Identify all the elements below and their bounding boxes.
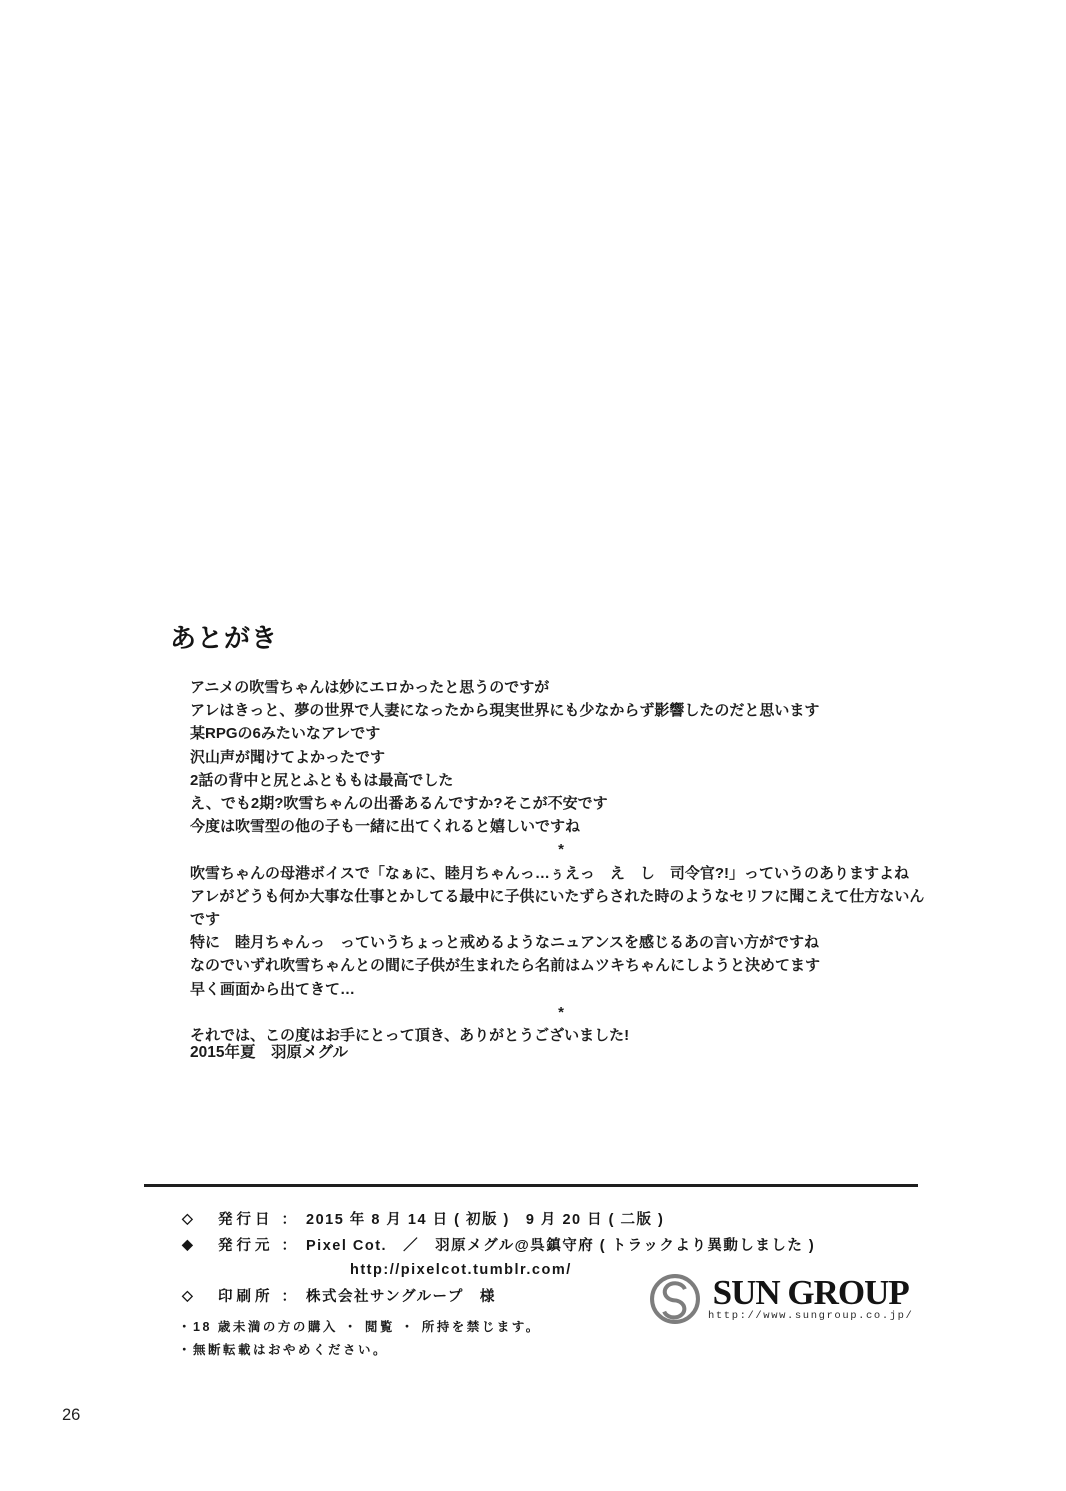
afterword-line: アレはきっと、夢の世界で人妻になったから現実世界にも少なからず影響したのだと思います — [190, 702, 820, 720]
colophon-value: 株式会社サングループ 様 — [306, 1288, 496, 1305]
afterword-line: アニメの吹雪ちゃんは妙にエロかったと思うのですが — [190, 679, 550, 696]
afterword-body — [190, 676, 932, 1047]
colophon-separator: ： — [281, 1288, 296, 1305]
afterword-line: 早く画面から出てきて… — [190, 980, 356, 998]
diamond-bullet-icon: ◆ — [182, 1235, 193, 1252]
afterword-heading: あとがき — [170, 623, 279, 653]
notice-block — [178, 1316, 541, 1362]
diamond-bullet-icon: ◇ — [182, 1286, 193, 1303]
sun-group-mark-icon — [648, 1272, 702, 1326]
afterword-line: 沢山声が聞けてよかったです — [190, 748, 386, 766]
sun-group-logo — [648, 1272, 913, 1326]
notice-line: ・18 歳未満の方の購入 ・ 閲覧 ・ 所持を禁じます。 — [178, 1320, 541, 1334]
afterword-line: 吹雪ちゃんの母港ボイスで「なぁに、睦月ちゃんっ…ぅえっ え し 司令官?!」っていうのありますよね — [190, 864, 910, 882]
notice-line: ・無断転載はおやめください。 — [178, 1343, 389, 1357]
afterword-line: 今度は吹雪型の他の子も一緒に出てくれると嬉しいですね — [190, 818, 581, 836]
sun-group-url: http://www.sungroup.co.jp/ — [708, 1309, 914, 1322]
divider-line — [144, 1184, 918, 1187]
colophon-value: Pixel Cot. ／ 羽原メグル@呉鎮守府 ( トラックより異動しました ) — [306, 1237, 816, 1254]
colophon-row — [182, 1206, 882, 1232]
afterword-line: 某RPGの6みたいなアレです — [190, 725, 381, 743]
page-number: 26 — [62, 1406, 81, 1424]
colophon-value: http://pixelcot.tumblr.com/ — [350, 1261, 572, 1278]
colophon-label: 発行元 — [218, 1237, 274, 1254]
colophon-value: 2015 年 8 月 14 日 ( 初版 ) 9 月 20 日 ( 二版 ) — [306, 1212, 665, 1229]
afterword-line: なのでいずれ吹雪ちゃんとの間に子供が生まれたら名前はムツキちゃんにしようと決めてます — [190, 957, 821, 975]
sun-group-text — [708, 1272, 914, 1322]
afterword-line: 2話の背中と尻とふとももは最高でした — [190, 771, 454, 789]
colophon-row — [182, 1232, 882, 1258]
afterword-line: * — [558, 1003, 564, 1021]
afterword-line: アレがどうも何か大事な仕事とかしてる最中に子供にいたずらされた時のようなセリフに聞こえて仕方ないんです — [190, 887, 925, 929]
sun-group-name: SUN GROUP — [712, 1272, 909, 1312]
afterword-line: それでは、この度はお手にとって頂き、ありがとうございました! — [190, 1027, 630, 1045]
afterword-line: 特に 睦月ちゃんっ っていうちょっと戒めるようなニュアンスを感じるあの言い方がですね — [190, 934, 819, 952]
colophon-label: 印刷所 — [218, 1288, 274, 1305]
afterword-line: * — [558, 841, 564, 859]
diamond-bullet-icon: ◇ — [182, 1210, 193, 1227]
colophon-label: 発行日 — [218, 1212, 274, 1229]
afterword-line: え、でも2期?吹雪ちゃんの出番あるんですか?そこが不安です — [190, 795, 608, 813]
colophon-separator: ： — [281, 1237, 296, 1254]
signature-line: 2015年夏 羽原メグル — [190, 1044, 349, 1061]
colophon-separator: ： — [281, 1212, 296, 1229]
